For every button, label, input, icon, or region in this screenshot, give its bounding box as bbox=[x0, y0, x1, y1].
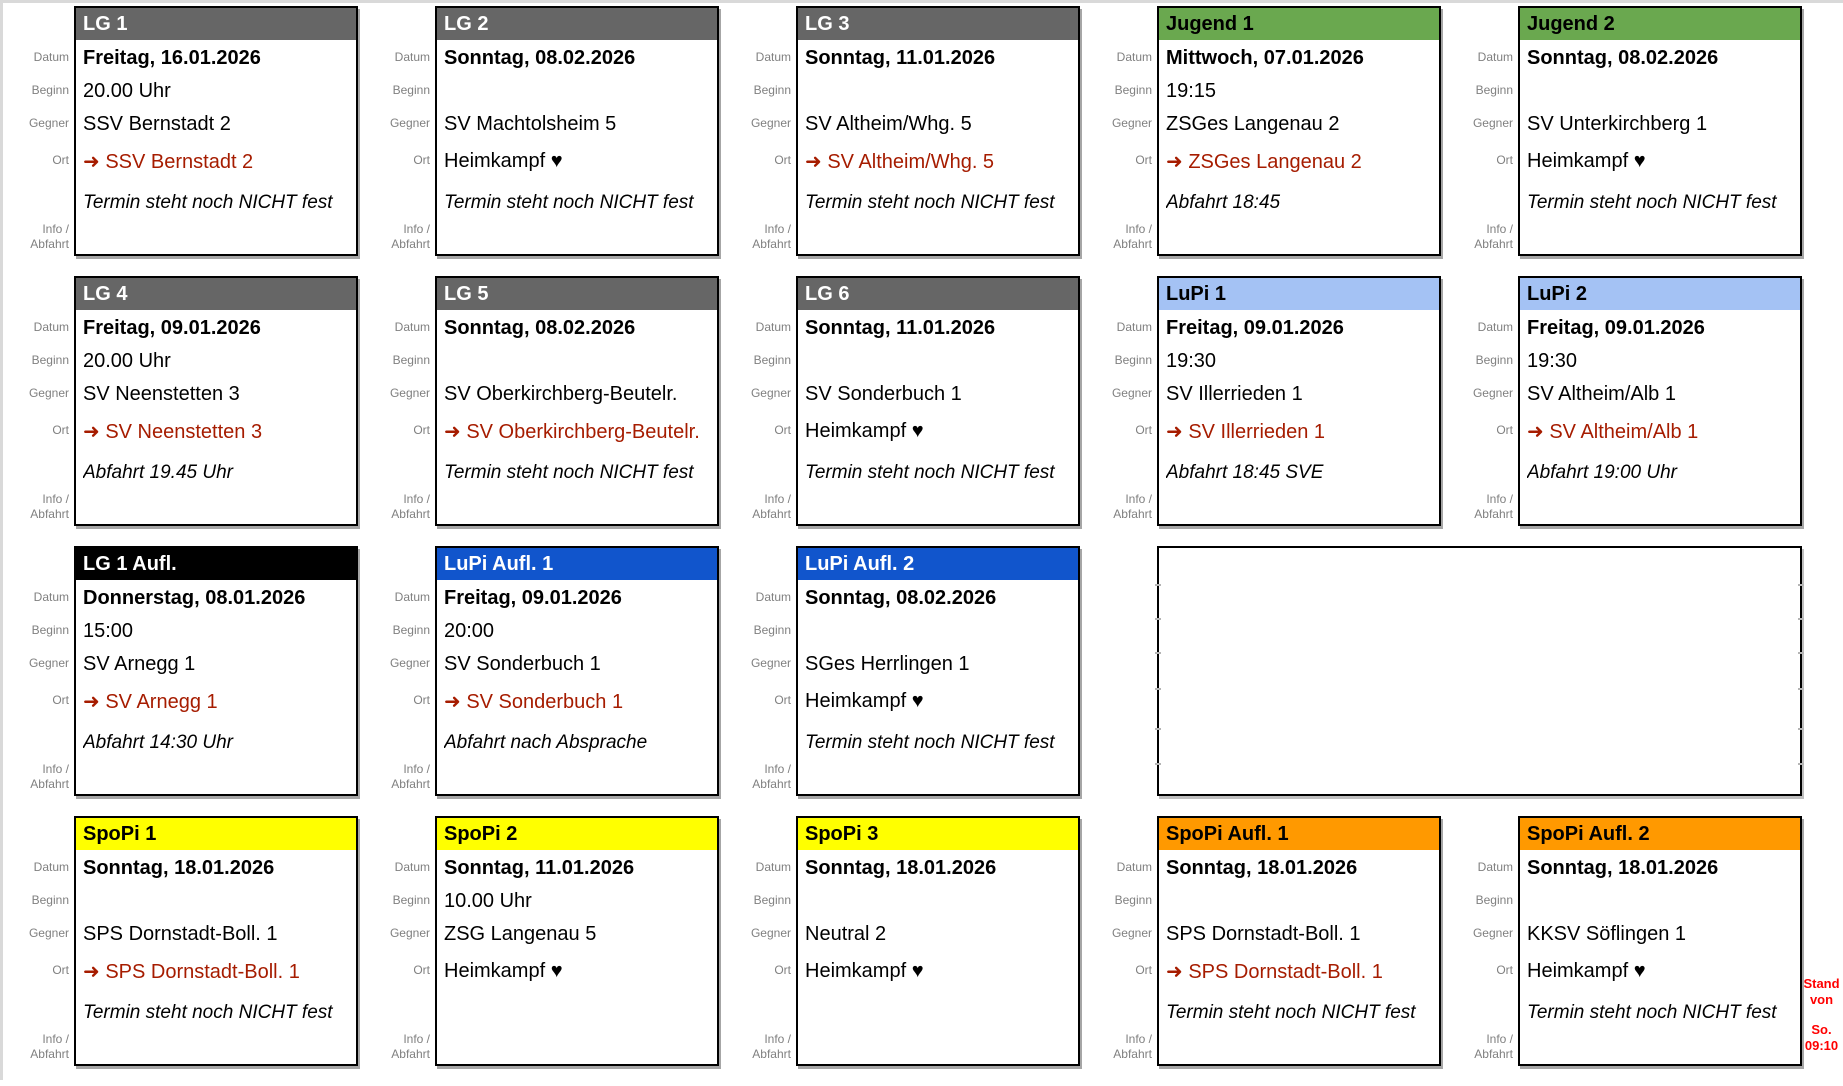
label-info-abfahrt bbox=[722, 990, 796, 1066]
label-abfahrt: Abfahrt bbox=[30, 777, 69, 791]
label-ort: Ort bbox=[413, 692, 430, 707]
label-ort: Ort bbox=[52, 692, 69, 707]
card-title: Jugend 1 bbox=[1159, 8, 1439, 40]
schedule-cell bbox=[1083, 6, 1444, 276]
card-title: LG 4 bbox=[76, 278, 356, 310]
row-label-gutter bbox=[361, 276, 435, 526]
label-beginn: Beginn bbox=[1114, 352, 1152, 367]
label-beginn: Beginn bbox=[1114, 82, 1152, 97]
match-location-away: ➜ ZSGes Langenau 2 bbox=[1166, 151, 1362, 173]
match-time: 10.00 Uhr bbox=[444, 890, 532, 912]
match-location-home: Heimkampf ♥ bbox=[805, 420, 924, 442]
label-abfahrt: Abfahrt bbox=[391, 507, 430, 521]
match-location-away: ➜ SV Sonderbuch 1 bbox=[444, 691, 624, 713]
label-info: Info / bbox=[42, 1032, 69, 1046]
label-datum: Datum bbox=[394, 319, 430, 334]
label-info-abfahrt bbox=[0, 720, 74, 796]
schedule-cell bbox=[722, 546, 1083, 816]
match-opponent: SV Altheim/Alb 1 bbox=[1527, 383, 1676, 405]
label-abfahrt: Abfahrt bbox=[30, 1047, 69, 1061]
label-gegner: Gegner bbox=[389, 115, 430, 130]
match-time: 19:30 bbox=[1527, 350, 1578, 372]
row-label-gutter bbox=[722, 816, 796, 1066]
label-ort: Ort bbox=[413, 962, 430, 977]
match-date: Sonntag, 11.01.2026 bbox=[805, 47, 996, 69]
label-info: Info / bbox=[403, 222, 430, 236]
schedule-cell bbox=[361, 6, 722, 276]
match-location-away: ➜ SSV Bernstadt 2 bbox=[83, 151, 254, 173]
label-abfahrt: Abfahrt bbox=[1474, 1047, 1513, 1061]
label-info-abfahrt bbox=[1083, 990, 1157, 1066]
label-ort: Ort bbox=[52, 962, 69, 977]
match-opponent: KKSV Söflingen 1 bbox=[1527, 923, 1686, 945]
label-info: Info / bbox=[403, 762, 430, 776]
match-location-home: Heimkampf ♥ bbox=[444, 960, 563, 982]
match-card-jugend2 bbox=[1518, 6, 1802, 256]
match-time bbox=[805, 615, 1078, 648]
match-card-lg3 bbox=[796, 6, 1080, 256]
label-abfahrt: Abfahrt bbox=[30, 507, 69, 521]
label-datum: Datum bbox=[755, 859, 791, 874]
match-opponent: SV Illerrieden 1 bbox=[1166, 383, 1303, 405]
schedule-cell bbox=[0, 6, 361, 276]
match-info: Termin steht noch NICHT fest bbox=[444, 192, 694, 213]
label-datum: Datum bbox=[755, 589, 791, 604]
row-label-gutter bbox=[722, 276, 796, 526]
label-abfahrt: Abfahrt bbox=[30, 237, 69, 251]
card-title: SpoPi 1 bbox=[76, 818, 356, 850]
match-info: Abfahrt 19:00 Uhr bbox=[1527, 462, 1677, 483]
label-beginn: Beginn bbox=[392, 352, 430, 367]
label-gegner: Gegner bbox=[28, 115, 69, 130]
schedule-cell bbox=[722, 6, 1083, 276]
row-label-gutter bbox=[361, 816, 435, 1066]
label-gegner: Gegner bbox=[1472, 925, 1513, 940]
schedule-cell-empty bbox=[1083, 546, 1805, 816]
label-info: Info / bbox=[764, 762, 791, 776]
label-abfahrt: Abfahrt bbox=[752, 777, 791, 791]
match-card-spopi3 bbox=[796, 816, 1080, 1066]
label-info-abfahrt bbox=[1444, 450, 1518, 526]
schedule-cell bbox=[0, 546, 361, 816]
label-datum: Datum bbox=[755, 49, 791, 64]
page-top-border bbox=[0, 0, 1843, 3]
label-info: Info / bbox=[764, 492, 791, 506]
label-beginn: Beginn bbox=[31, 622, 69, 637]
match-location-away: ➜ SV Oberkirchberg-Beutelr. bbox=[444, 421, 700, 443]
label-beginn: Beginn bbox=[392, 892, 430, 907]
label-info: Info / bbox=[1125, 1032, 1152, 1046]
card-title: SpoPi 2 bbox=[437, 818, 717, 850]
label-beginn: Beginn bbox=[753, 352, 791, 367]
match-date: Donnerstag, 08.01.2026 bbox=[83, 587, 306, 609]
row-label-gutter bbox=[1444, 816, 1518, 1066]
label-info-abfahrt bbox=[361, 720, 435, 796]
match-date: Sonntag, 18.01.2026 bbox=[1166, 857, 1358, 879]
match-time: 19:15 bbox=[1166, 80, 1217, 102]
match-date: Freitag, 16.01.2026 bbox=[83, 47, 261, 69]
match-card-spopi-aufl-1 bbox=[1157, 816, 1441, 1066]
label-info: Info / bbox=[42, 492, 69, 506]
row-label-gutter bbox=[1083, 276, 1157, 526]
match-time bbox=[805, 345, 1078, 378]
label-info: Info / bbox=[403, 492, 430, 506]
label-ort: Ort bbox=[774, 152, 791, 167]
card-title: SpoPi Aufl. 2 bbox=[1520, 818, 1800, 850]
label-info-abfahrt bbox=[0, 450, 74, 526]
match-opponent: SPS Dornstadt-Boll. 1 bbox=[83, 923, 278, 945]
card-title: Jugend 2 bbox=[1520, 8, 1800, 40]
match-date: Sonntag, 08.02.2026 bbox=[444, 317, 636, 339]
label-beginn: Beginn bbox=[1475, 352, 1513, 367]
label-info-abfahrt bbox=[722, 450, 796, 526]
row-label-gutter bbox=[361, 6, 435, 256]
match-location-away: ➜ SV Illerrieden 1 bbox=[1166, 421, 1326, 443]
match-location-home: Heimkampf ♥ bbox=[1527, 150, 1646, 172]
label-ort: Ort bbox=[774, 962, 791, 977]
label-abfahrt: Abfahrt bbox=[1474, 237, 1513, 251]
label-datum: Datum bbox=[1477, 859, 1513, 874]
label-info: Info / bbox=[42, 762, 69, 776]
match-date: Sonntag, 11.01.2026 bbox=[444, 857, 635, 879]
row-label-gutter bbox=[1083, 6, 1157, 256]
match-time bbox=[1527, 885, 1800, 918]
match-info: Termin steht noch NICHT fest bbox=[1527, 1002, 1777, 1023]
label-abfahrt: Abfahrt bbox=[1113, 1047, 1152, 1061]
card-title: LG 6 bbox=[798, 278, 1078, 310]
match-opponent: SV Neenstetten 3 bbox=[83, 383, 240, 405]
stand-note bbox=[1801, 976, 1842, 1054]
match-card-lupi2 bbox=[1518, 276, 1802, 526]
row-label-gutter bbox=[722, 546, 796, 796]
match-opponent: SPS Dornstadt-Boll. 1 bbox=[1166, 923, 1361, 945]
label-info-abfahrt bbox=[361, 990, 435, 1066]
schedule-cell bbox=[0, 276, 361, 546]
match-info: Termin steht noch NICHT fest bbox=[83, 192, 333, 213]
match-location-home: Heimkampf ♥ bbox=[805, 960, 924, 982]
label-datum: Datum bbox=[33, 859, 69, 874]
empty-schedule-placeholder bbox=[1157, 546, 1802, 796]
label-gegner: Gegner bbox=[750, 385, 791, 400]
match-info: Abfahrt 18:45 bbox=[1166, 192, 1281, 213]
label-datum: Datum bbox=[1116, 319, 1152, 334]
match-opponent: SV Oberkirchberg-Beutelr. bbox=[444, 383, 678, 405]
row-label-gutter bbox=[0, 816, 74, 1066]
match-opponent: ZSGes Langenau 2 bbox=[1166, 113, 1340, 135]
match-info: Termin steht noch NICHT fest bbox=[83, 1002, 333, 1023]
match-info: Termin steht noch NICHT fest bbox=[444, 462, 694, 483]
label-ort: Ort bbox=[1135, 422, 1152, 437]
label-info-abfahrt bbox=[1083, 180, 1157, 256]
label-gegner: Gegner bbox=[28, 655, 69, 670]
match-card-lupi1 bbox=[1157, 276, 1441, 526]
match-time: 15:00 bbox=[83, 620, 134, 642]
label-info-abfahrt bbox=[722, 180, 796, 256]
label-info: Info / bbox=[403, 1032, 430, 1046]
label-ort: Ort bbox=[413, 422, 430, 437]
schedule-cell bbox=[1083, 816, 1444, 1086]
label-datum: Datum bbox=[1116, 859, 1152, 874]
label-info-abfahrt bbox=[1444, 180, 1518, 256]
card-title: LuPi Aufl. 1 bbox=[437, 548, 717, 580]
match-date: Freitag, 09.01.2026 bbox=[83, 317, 261, 339]
match-time bbox=[444, 345, 717, 378]
match-card-lupi-aufl-2 bbox=[796, 546, 1080, 796]
label-info-abfahrt bbox=[722, 720, 796, 796]
label-info-abfahrt bbox=[361, 450, 435, 526]
label-datum: Datum bbox=[33, 319, 69, 334]
label-ort: Ort bbox=[774, 692, 791, 707]
match-opponent: SSV Bernstadt 2 bbox=[83, 113, 231, 135]
label-info: Info / bbox=[764, 1032, 791, 1046]
match-date: Sonntag, 18.01.2026 bbox=[1527, 857, 1719, 879]
match-card-lupi-aufl-1 bbox=[435, 546, 719, 796]
match-opponent: SV Altheim/Whg. 5 bbox=[805, 113, 972, 135]
label-abfahrt: Abfahrt bbox=[752, 237, 791, 251]
match-card-spopi1 bbox=[74, 816, 358, 1066]
label-ort: Ort bbox=[52, 152, 69, 167]
match-date: Freitag, 09.01.2026 bbox=[1166, 317, 1344, 339]
schedule-cell bbox=[722, 276, 1083, 546]
match-location-away: ➜ SPS Dornstadt-Boll. 1 bbox=[83, 961, 300, 983]
card-title: SpoPi 3 bbox=[798, 818, 1078, 850]
label-gegner: Gegner bbox=[28, 385, 69, 400]
stand-note-line: von bbox=[1809, 992, 1834, 1007]
row-label-gutter bbox=[361, 546, 435, 796]
match-time bbox=[83, 885, 356, 918]
label-abfahrt: Abfahrt bbox=[391, 1047, 430, 1061]
label-gegner: Gegner bbox=[1472, 115, 1513, 130]
match-date: Sonntag, 18.01.2026 bbox=[805, 857, 997, 879]
label-ort: Ort bbox=[52, 422, 69, 437]
label-info: Info / bbox=[1486, 492, 1513, 506]
label-abfahrt: Abfahrt bbox=[1474, 507, 1513, 521]
match-info: Termin steht noch NICHT fest bbox=[805, 732, 1055, 753]
match-location-home: Heimkampf ♥ bbox=[444, 150, 563, 172]
card-title: LG 1 Aufl. bbox=[76, 548, 356, 580]
match-time bbox=[444, 75, 717, 108]
match-card-spopi2 bbox=[435, 816, 719, 1066]
match-time: 20.00 Uhr bbox=[83, 80, 171, 102]
label-datum: Datum bbox=[394, 49, 430, 64]
label-beginn: Beginn bbox=[1475, 82, 1513, 97]
label-beginn: Beginn bbox=[1475, 892, 1513, 907]
match-time bbox=[1166, 885, 1439, 918]
label-ort: Ort bbox=[413, 152, 430, 167]
schedule-cell bbox=[361, 276, 722, 546]
label-abfahrt: Abfahrt bbox=[752, 1047, 791, 1061]
match-date: Sonntag, 18.01.2026 bbox=[83, 857, 275, 879]
match-info: Termin steht noch NICHT fest bbox=[805, 192, 1055, 213]
row-label-gutter bbox=[0, 276, 74, 526]
match-date: Sonntag, 11.01.2026 bbox=[805, 317, 996, 339]
schedule-grid bbox=[0, 6, 1805, 1086]
label-datum: Datum bbox=[394, 589, 430, 604]
label-beginn: Beginn bbox=[392, 622, 430, 637]
match-time bbox=[805, 885, 1078, 918]
match-date: Freitag, 09.01.2026 bbox=[444, 587, 622, 609]
label-info-abfahrt bbox=[0, 990, 74, 1066]
label-abfahrt: Abfahrt bbox=[391, 237, 430, 251]
match-card-lg6 bbox=[796, 276, 1080, 526]
row-label-gutter bbox=[0, 6, 74, 256]
match-opponent: SGes Herrlingen 1 bbox=[805, 653, 970, 675]
label-beginn: Beginn bbox=[31, 352, 69, 367]
match-time: 19:30 bbox=[1166, 350, 1217, 372]
match-opponent: SV Unterkirchberg 1 bbox=[1527, 113, 1708, 135]
row-label-gutter bbox=[0, 546, 74, 796]
label-gegner: Gegner bbox=[750, 115, 791, 130]
label-beginn: Beginn bbox=[753, 622, 791, 637]
label-gegner: Gegner bbox=[1111, 925, 1152, 940]
match-info: Termin steht noch NICHT fest bbox=[805, 462, 1055, 483]
match-location-away: ➜ SV Arnegg 1 bbox=[83, 691, 218, 713]
label-datum: Datum bbox=[33, 49, 69, 64]
label-datum: Datum bbox=[755, 319, 791, 334]
label-ort: Ort bbox=[774, 422, 791, 437]
match-info: Abfahrt nach Absprache bbox=[444, 732, 648, 753]
match-time: 20:00 bbox=[444, 620, 495, 642]
label-ort: Ort bbox=[1496, 152, 1513, 167]
label-datum: Datum bbox=[1477, 49, 1513, 64]
label-gegner: Gegner bbox=[1111, 385, 1152, 400]
match-card-lg2 bbox=[435, 6, 719, 256]
match-info: Termin steht noch NICHT fest bbox=[1166, 1002, 1416, 1023]
label-gegner: Gegner bbox=[389, 925, 430, 940]
schedule-cell bbox=[0, 816, 361, 1086]
label-ort: Ort bbox=[1496, 422, 1513, 437]
card-title: LuPi 1 bbox=[1159, 278, 1439, 310]
match-opponent: SV Machtolsheim 5 bbox=[444, 113, 617, 135]
match-card-jugend1 bbox=[1157, 6, 1441, 256]
match-time bbox=[1527, 75, 1800, 108]
match-opponent: SV Arnegg 1 bbox=[83, 653, 196, 675]
card-title: LuPi 2 bbox=[1520, 278, 1800, 310]
label-info-abfahrt bbox=[361, 180, 435, 256]
label-gegner: Gegner bbox=[389, 385, 430, 400]
label-datum: Datum bbox=[1477, 319, 1513, 334]
match-card-lg1 bbox=[74, 6, 358, 256]
match-date: Sonntag, 08.02.2026 bbox=[1527, 47, 1719, 69]
schedule-cell bbox=[1444, 816, 1805, 1086]
label-gegner: Gegner bbox=[750, 925, 791, 940]
match-date: Mittwoch, 07.01.2026 bbox=[1166, 47, 1364, 69]
label-abfahrt: Abfahrt bbox=[1113, 237, 1152, 251]
match-date: Sonntag, 08.02.2026 bbox=[805, 587, 997, 609]
row-label-gutter bbox=[722, 6, 796, 256]
card-title: LG 5 bbox=[437, 278, 717, 310]
schedule-cell bbox=[361, 546, 722, 816]
match-opponent: ZSG Langenau 5 bbox=[444, 923, 597, 945]
label-info-abfahrt bbox=[1083, 450, 1157, 526]
row-label-gutter bbox=[1444, 6, 1518, 256]
label-beginn: Beginn bbox=[392, 82, 430, 97]
schedule-cell bbox=[1444, 6, 1805, 276]
match-location-home: Heimkampf ♥ bbox=[805, 690, 924, 712]
card-title: LG 1 bbox=[76, 8, 356, 40]
label-beginn: Beginn bbox=[753, 892, 791, 907]
match-info: Abfahrt 14:30 Uhr bbox=[83, 732, 233, 753]
card-title: SpoPi Aufl. 1 bbox=[1159, 818, 1439, 850]
match-opponent: Neutral 2 bbox=[805, 923, 887, 945]
label-info: Info / bbox=[42, 222, 69, 236]
schedule-cell bbox=[1444, 276, 1805, 546]
card-title: LuPi Aufl. 2 bbox=[798, 548, 1078, 580]
match-location-home: Heimkampf ♥ bbox=[1527, 960, 1646, 982]
label-info: Info / bbox=[1486, 1032, 1513, 1046]
stand-note-line: Stand bbox=[1803, 976, 1840, 991]
card-title: LG 2 bbox=[437, 8, 717, 40]
match-time: 20.00 Uhr bbox=[83, 350, 171, 372]
label-beginn: Beginn bbox=[31, 892, 69, 907]
match-opponent: SV Sonderbuch 1 bbox=[444, 653, 601, 675]
label-beginn: Beginn bbox=[753, 82, 791, 97]
label-info: Info / bbox=[1486, 222, 1513, 236]
label-beginn: Beginn bbox=[31, 82, 69, 97]
label-info: Info / bbox=[1125, 492, 1152, 506]
label-ort: Ort bbox=[1135, 962, 1152, 977]
label-gegner: Gegner bbox=[389, 655, 430, 670]
match-location-away: ➜ SPS Dornstadt-Boll. 1 bbox=[1166, 961, 1383, 983]
label-ort: Ort bbox=[1496, 962, 1513, 977]
label-gegner: Gegner bbox=[1472, 385, 1513, 400]
schedule-cell bbox=[722, 816, 1083, 1086]
schedule-cell bbox=[1083, 276, 1444, 546]
label-datum: Datum bbox=[394, 859, 430, 874]
label-abfahrt: Abfahrt bbox=[1113, 507, 1152, 521]
label-gegner: Gegner bbox=[750, 655, 791, 670]
label-info: Info / bbox=[764, 222, 791, 236]
match-location-away: ➜ SV Altheim/Alb 1 bbox=[1527, 421, 1699, 443]
row-label-gutter bbox=[1444, 276, 1518, 526]
match-date: Sonntag, 08.02.2026 bbox=[444, 47, 636, 69]
match-card-lg5 bbox=[435, 276, 719, 526]
match-info bbox=[805, 992, 1078, 1062]
stand-note-line: So. bbox=[1811, 1022, 1832, 1037]
match-date: Freitag, 09.01.2026 bbox=[1527, 317, 1705, 339]
card-title: LG 3 bbox=[798, 8, 1078, 40]
match-time bbox=[805, 75, 1078, 108]
label-ort: Ort bbox=[1135, 152, 1152, 167]
schedule-cell bbox=[361, 816, 722, 1086]
label-beginn: Beginn bbox=[1114, 892, 1152, 907]
match-opponent: SV Sonderbuch 1 bbox=[805, 383, 962, 405]
label-datum: Datum bbox=[1116, 49, 1152, 64]
match-info: Abfahrt 18:45 SVE bbox=[1166, 462, 1324, 483]
match-location-away: ➜ SV Altheim/Whg. 5 bbox=[805, 151, 995, 173]
match-location-away: ➜ SV Neenstetten 3 bbox=[83, 421, 263, 443]
match-info bbox=[444, 992, 717, 1062]
label-gegner: Gegner bbox=[1111, 115, 1152, 130]
match-card-lg4 bbox=[74, 276, 358, 526]
label-info: Info / bbox=[1125, 222, 1152, 236]
match-info: Termin steht noch NICHT fest bbox=[1527, 192, 1777, 213]
stand-note-line: 09:10 bbox=[1804, 1038, 1839, 1053]
match-info: Abfahrt 19.45 Uhr bbox=[83, 462, 233, 483]
label-info-abfahrt bbox=[0, 180, 74, 256]
match-card-spopi-aufl-2 bbox=[1518, 816, 1802, 1066]
label-info-abfahrt bbox=[1444, 990, 1518, 1066]
label-gegner: Gegner bbox=[28, 925, 69, 940]
match-card-lg1-aufl bbox=[74, 546, 358, 796]
label-abfahrt: Abfahrt bbox=[391, 777, 430, 791]
label-abfahrt: Abfahrt bbox=[752, 507, 791, 521]
label-datum: Datum bbox=[33, 589, 69, 604]
row-label-gutter bbox=[1083, 816, 1157, 1066]
